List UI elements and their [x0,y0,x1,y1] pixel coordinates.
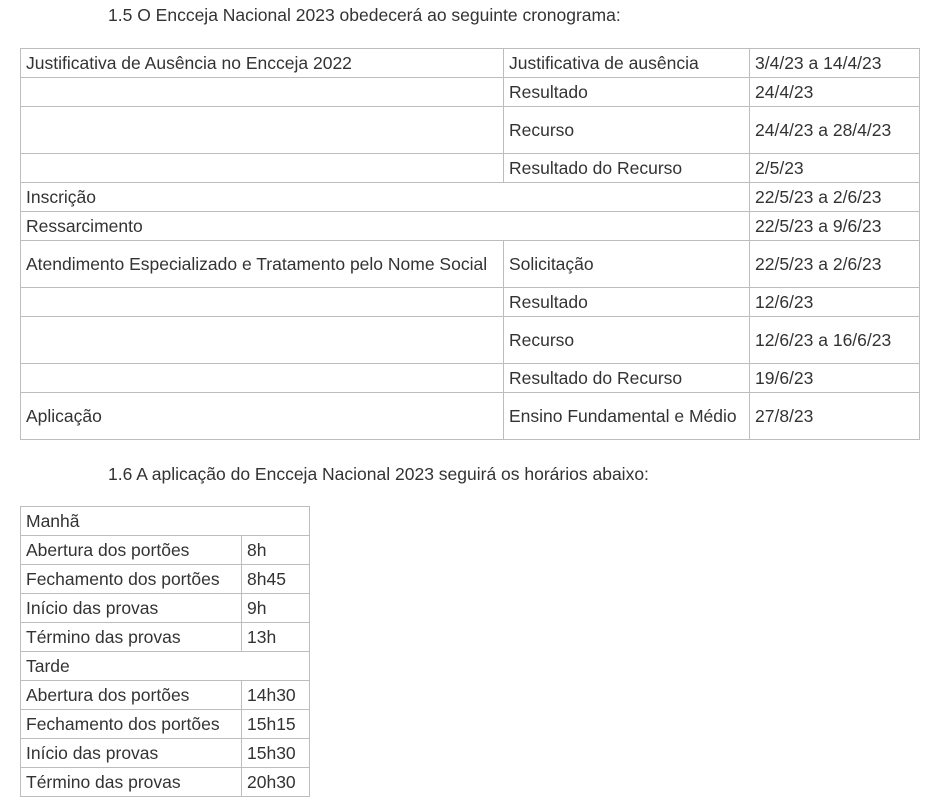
activity-cell: Ressarcimento [21,212,750,241]
activity-cell [21,154,504,183]
event-cell: Fechamento dos portões [21,565,242,594]
section-1-6-heading: 1.6 A aplicação do Encceja Nacional 2023 seguirá os horários abaixo: [108,464,649,484]
period-label: Manhã [21,507,310,536]
table-row [21,594,310,623]
table-row [21,364,920,393]
stage-cell: Resultado do Recurso [504,154,750,183]
date-cell: 12/6/23 [750,288,920,317]
time-cell: 8h45 [242,565,310,594]
table-row [21,739,310,768]
event-cell: Início das provas [21,739,242,768]
table-row [21,107,920,154]
table-row [21,710,310,739]
table-row [21,183,920,212]
activity-cell: Justificativa de Ausência no Encceja 2022 [21,49,504,78]
date-cell: 12/6/23 a 16/6/23 [750,317,920,364]
table-row [21,536,310,565]
hours-table [20,506,310,797]
event-cell: Início das provas [21,594,242,623]
activity-cell: Atendimento Especializado e Tratamento pelo Nome Social [21,241,504,288]
table-row [21,317,920,364]
activity-cell [21,288,504,317]
table-row [21,565,310,594]
time-cell: 13h [242,623,310,652]
activity-cell: Inscrição [21,183,750,212]
event-cell: Abertura dos portões [21,536,242,565]
table-row [21,623,310,652]
date-cell: 22/5/23 a 9/6/23 [750,212,920,241]
table-row [21,49,920,78]
period-label: Tarde [21,652,310,681]
activity-cell [21,107,504,154]
section-1-5-heading: 1.5 O Encceja Nacional 2023 obedecerá ao seguinte cronograma: [108,5,621,25]
date-cell: 24/4/23 a 28/4/23 [750,107,920,154]
table-row [21,154,920,183]
activity-cell [21,78,504,107]
activity-cell [21,364,504,393]
date-cell: 22/5/23 a 2/6/23 [750,241,920,288]
activity-cell: Aplicação [21,393,504,440]
stage-cell: Resultado do Recurso [504,364,750,393]
event-cell: Término das provas [21,768,242,797]
table-row [21,241,920,288]
event-cell: Fechamento dos portões [21,710,242,739]
table-row [21,652,310,681]
table-row [21,393,920,440]
time-cell: 15h15 [242,710,310,739]
date-cell: 24/4/23 [750,78,920,107]
time-cell: 9h [242,594,310,623]
event-cell: Término das provas [21,623,242,652]
schedule-table [20,48,920,440]
date-cell: 19/6/23 [750,364,920,393]
stage-cell: Recurso [504,107,750,154]
activity-cell [21,317,504,364]
stage-cell: Ensino Fundamental e Médio [504,393,750,440]
table-row [21,507,310,536]
table-row [21,288,920,317]
time-cell: 15h30 [242,739,310,768]
stage-cell: Justificativa de ausência [504,49,750,78]
time-cell: 20h30 [242,768,310,797]
stage-cell: Recurso [504,317,750,364]
stage-cell: Resultado [504,78,750,107]
date-cell: 27/8/23 [750,393,920,440]
table-row [21,681,310,710]
time-cell: 14h30 [242,681,310,710]
table-row [21,212,920,241]
stage-cell: Resultado [504,288,750,317]
date-cell: 22/5/23 a 2/6/23 [750,183,920,212]
time-cell: 8h [242,536,310,565]
event-cell: Abertura dos portões [21,681,242,710]
date-cell: 2/5/23 [750,154,920,183]
stage-cell: Solicitação [504,241,750,288]
date-cell: 3/4/23 a 14/4/23 [750,49,920,78]
table-row [21,78,920,107]
table-row [21,768,310,797]
